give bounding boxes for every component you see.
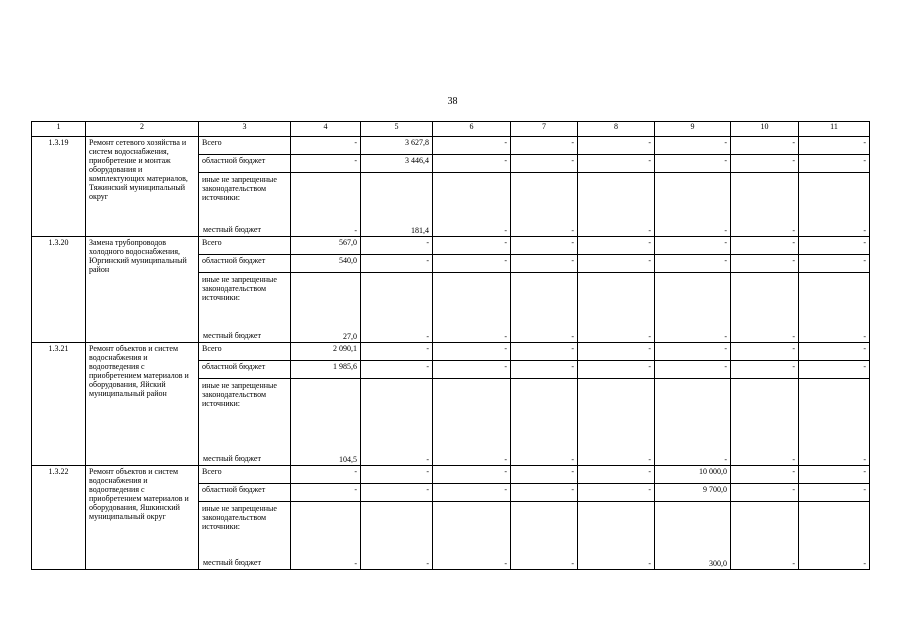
value-cell: - xyxy=(799,343,870,361)
value-cell: - xyxy=(655,273,731,343)
table-row xyxy=(32,343,870,361)
source-regional-label: областной бюджет xyxy=(199,255,291,273)
value-cell: - xyxy=(578,273,655,343)
value-cell: - xyxy=(291,502,361,570)
item-name: Ремонт объектов и систем водоснабжения и водоотведения с приобретением материалов и оборудования, Яйский муниципальный район xyxy=(86,343,199,466)
source-other-label xyxy=(199,379,291,466)
value-cell: - xyxy=(433,237,511,255)
value-cell: - xyxy=(799,237,870,255)
value-cell: - xyxy=(511,237,578,255)
value-cell: - xyxy=(291,484,361,502)
value-cell: - xyxy=(731,466,799,484)
value-cell: - xyxy=(731,273,799,343)
source-total-label: Всего xyxy=(199,237,291,255)
item-code: 1.3.22 xyxy=(32,466,86,570)
value-cell: 300,0 xyxy=(655,502,731,570)
value-cell: - xyxy=(655,343,731,361)
value-cell: - xyxy=(291,155,361,173)
value-cell: - xyxy=(511,137,578,155)
value-cell: - xyxy=(361,466,433,484)
value-cell: - xyxy=(433,273,511,343)
value-cell: - xyxy=(799,173,870,237)
value-cell: 3 446,4 xyxy=(361,155,433,173)
budget-table xyxy=(31,121,870,570)
column-header: 6 xyxy=(433,122,511,137)
source-other-line: иные не запрещенные законодательством источники: xyxy=(202,175,277,202)
value-cell: - xyxy=(578,484,655,502)
value-cell: 27,0 xyxy=(291,273,361,343)
source-other-line: иные не запрещенные законодательством источники: xyxy=(202,381,277,408)
value-cell: 1 985,6 xyxy=(291,361,361,379)
value-cell: - xyxy=(655,137,731,155)
value-cell: - xyxy=(731,343,799,361)
item-name: Замена трубопроводов холодного водоснабжения, Юргинский муниципальный район xyxy=(86,237,199,343)
value-cell: - xyxy=(655,255,731,273)
value-cell: - xyxy=(799,484,870,502)
source-local-budget-line: местный бюджет xyxy=(203,225,261,234)
item-name: Ремонт сетевого хозяйства и систем водоснабжения, приобретение и монтаж оборудования и комплектующих материалов, Тяжинский муниципальный округ xyxy=(86,137,199,237)
value-cell: - xyxy=(511,343,578,361)
source-total-label: Всего xyxy=(199,466,291,484)
column-header: 2 xyxy=(86,122,199,137)
value-cell: - xyxy=(799,273,870,343)
value-cell: - xyxy=(433,379,511,466)
value-cell: - xyxy=(578,173,655,237)
value-cell: - xyxy=(361,343,433,361)
value-cell: - xyxy=(361,273,433,343)
value-cell: - xyxy=(578,466,655,484)
value-cell: - xyxy=(433,137,511,155)
value-cell: - xyxy=(731,361,799,379)
value-cell: - xyxy=(433,173,511,237)
column-header: 7 xyxy=(511,122,578,137)
value-cell: - xyxy=(291,173,361,237)
source-local-budget-line: местный бюджет xyxy=(203,454,261,463)
value-cell: - xyxy=(655,237,731,255)
page-number: 38 xyxy=(447,96,458,107)
value-cell: - xyxy=(433,502,511,570)
value-cell: - xyxy=(433,361,511,379)
item-code: 1.3.21 xyxy=(32,343,86,466)
value-cell: - xyxy=(511,379,578,466)
value-cell: - xyxy=(433,255,511,273)
source-other-label xyxy=(199,502,291,570)
value-cell: - xyxy=(655,155,731,173)
source-regional-label: областной бюджет xyxy=(199,155,291,173)
value-cell: - xyxy=(433,155,511,173)
value-cell: 3 627,8 xyxy=(361,137,433,155)
value-cell: - xyxy=(731,379,799,466)
value-cell: - xyxy=(578,502,655,570)
value-cell: - xyxy=(511,155,578,173)
value-cell: - xyxy=(799,255,870,273)
column-header: 11 xyxy=(799,122,870,137)
value-cell: - xyxy=(731,173,799,237)
value-cell: - xyxy=(578,137,655,155)
value-cell: - xyxy=(799,137,870,155)
source-local-budget-line: местный бюджет xyxy=(203,331,261,340)
column-header: 4 xyxy=(291,122,361,137)
value-cell: - xyxy=(799,361,870,379)
value-cell: - xyxy=(433,484,511,502)
column-header: 8 xyxy=(578,122,655,137)
table-row xyxy=(32,466,870,484)
source-other-line: иные не запрещенные законодательством источники: xyxy=(202,275,277,302)
table-body xyxy=(32,137,870,570)
value-cell: - xyxy=(511,255,578,273)
value-cell: - xyxy=(361,255,433,273)
source-regional-label: областной бюджет xyxy=(199,484,291,502)
value-cell: - xyxy=(433,343,511,361)
value-cell: - xyxy=(731,237,799,255)
table-row xyxy=(32,237,870,255)
value-cell: - xyxy=(655,379,731,466)
source-other-line: иные не запрещенные законодательством источники: xyxy=(202,504,277,531)
value-cell: 181,4 xyxy=(361,173,433,237)
column-header: 5 xyxy=(361,122,433,137)
value-cell: - xyxy=(799,466,870,484)
value-cell: - xyxy=(731,137,799,155)
source-local-budget-line: местный бюджет xyxy=(203,558,261,567)
header-row xyxy=(32,122,870,137)
value-cell: - xyxy=(511,484,578,502)
value-cell: - xyxy=(655,361,731,379)
value-cell: - xyxy=(291,137,361,155)
column-header: 3 xyxy=(199,122,291,137)
value-cell: 9 700,0 xyxy=(655,484,731,502)
value-cell: 540,0 xyxy=(291,255,361,273)
value-cell: - xyxy=(361,379,433,466)
item-name: Ремонт объектов и систем водоснабжения и водоотведения с приобретением материалов и оборудования, Яшкинский муниципальный округ xyxy=(86,466,199,570)
value-cell: - xyxy=(511,466,578,484)
value-cell: - xyxy=(511,173,578,237)
column-header: 1 xyxy=(32,122,86,137)
value-cell: 10 000,0 xyxy=(655,466,731,484)
item-code: 1.3.19 xyxy=(32,137,86,237)
source-other-label xyxy=(199,273,291,343)
value-cell: - xyxy=(578,255,655,273)
value-cell: - xyxy=(578,379,655,466)
value-cell: - xyxy=(799,155,870,173)
value-cell: - xyxy=(511,502,578,570)
value-cell: - xyxy=(578,361,655,379)
value-cell: - xyxy=(799,502,870,570)
value-cell: - xyxy=(511,361,578,379)
source-total-label: Всего xyxy=(199,343,291,361)
table-row xyxy=(32,137,870,155)
value-cell: - xyxy=(578,237,655,255)
value-cell: - xyxy=(731,484,799,502)
source-other-label xyxy=(199,173,291,237)
value-cell: - xyxy=(511,273,578,343)
item-code: 1.3.20 xyxy=(32,237,86,343)
value-cell: - xyxy=(361,361,433,379)
value-cell: - xyxy=(655,173,731,237)
value-cell: 2 090,1 xyxy=(291,343,361,361)
column-header: 9 xyxy=(655,122,731,137)
source-total-label: Всего xyxy=(199,137,291,155)
value-cell: - xyxy=(731,255,799,273)
value-cell: 104,5 xyxy=(291,379,361,466)
value-cell: - xyxy=(361,502,433,570)
column-header: 10 xyxy=(731,122,799,137)
value-cell: - xyxy=(799,379,870,466)
value-cell: - xyxy=(433,466,511,484)
value-cell: - xyxy=(361,484,433,502)
value-cell: - xyxy=(578,343,655,361)
value-cell: - xyxy=(361,237,433,255)
value-cell: - xyxy=(578,155,655,173)
value-cell: 567,0 xyxy=(291,237,361,255)
source-regional-label: областной бюджет xyxy=(199,361,291,379)
value-cell: - xyxy=(731,155,799,173)
value-cell: - xyxy=(731,502,799,570)
value-cell: - xyxy=(291,466,361,484)
